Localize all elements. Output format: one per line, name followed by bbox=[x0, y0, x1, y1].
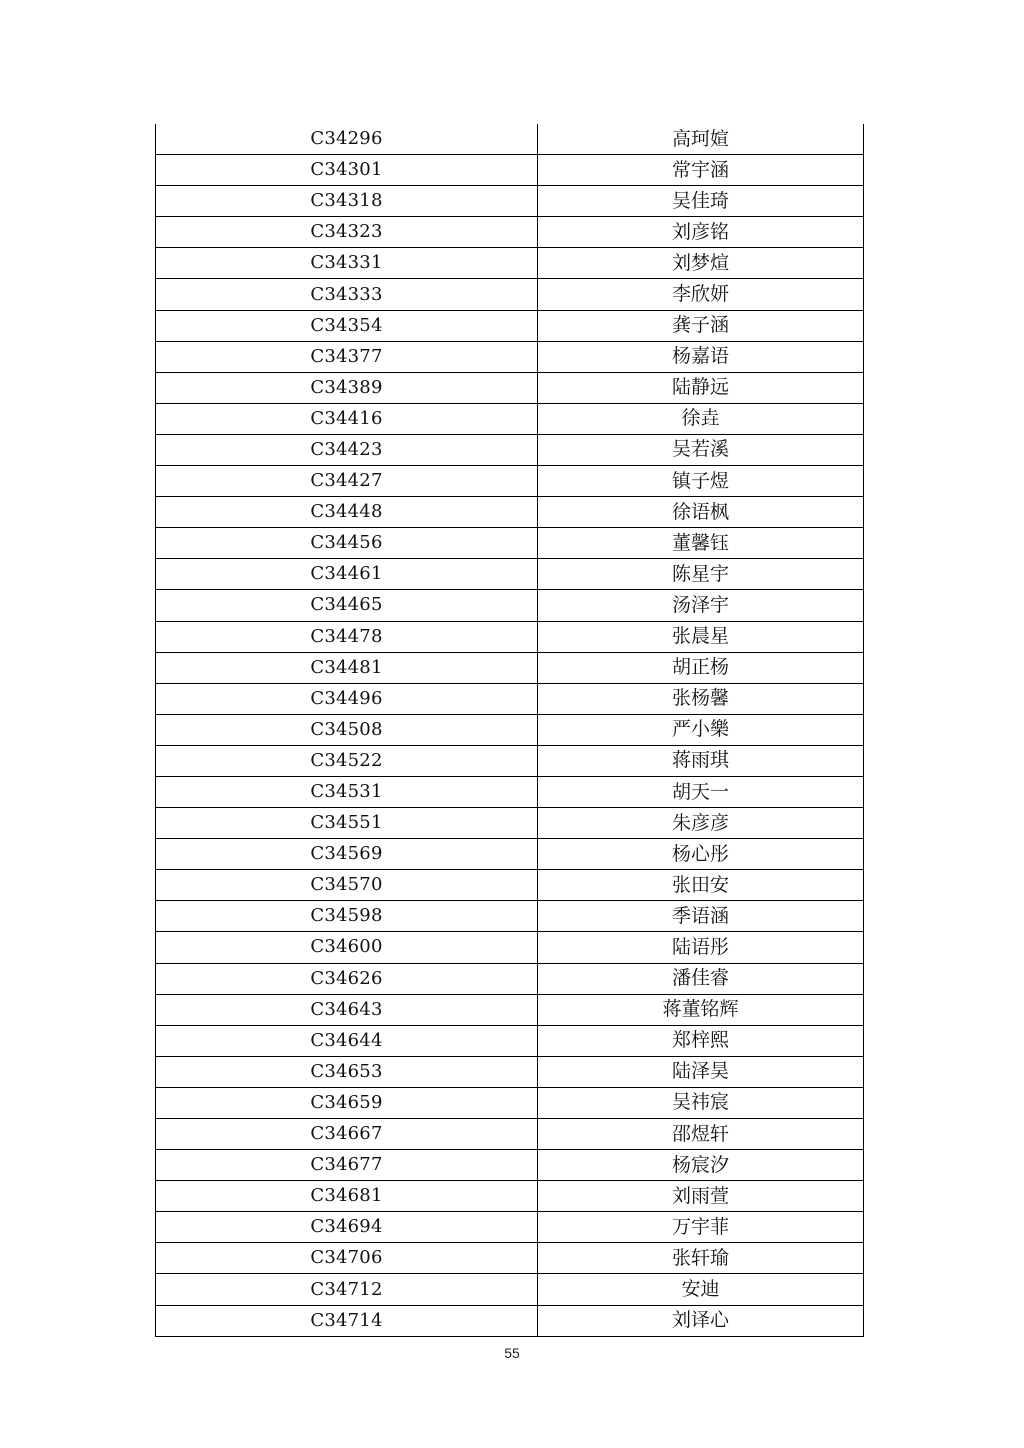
student-id-cell: C34694 bbox=[156, 1212, 538, 1243]
student-name-cell: 胡天一 bbox=[538, 776, 864, 807]
student-name-cell: 吴若溪 bbox=[538, 434, 864, 465]
student-id-cell: C34667 bbox=[156, 1119, 538, 1150]
table-row bbox=[156, 932, 864, 963]
table-row bbox=[156, 124, 864, 155]
student-id-cell: C34643 bbox=[156, 994, 538, 1025]
table-row bbox=[156, 901, 864, 932]
page-number: 55 bbox=[504, 1345, 520, 1361]
table-row bbox=[156, 714, 864, 745]
table-row bbox=[156, 963, 864, 994]
table-row bbox=[156, 1274, 864, 1305]
student-name-cell: 朱彦彦 bbox=[538, 808, 864, 839]
student-name-cell: 陈星宇 bbox=[538, 559, 864, 590]
table-row bbox=[156, 248, 864, 279]
student-name-cell: 杨宸汐 bbox=[538, 1150, 864, 1181]
student-name-cell: 杨心彤 bbox=[538, 839, 864, 870]
student-name-cell: 陆泽昊 bbox=[538, 1056, 864, 1087]
student-name-cell: 张田安 bbox=[538, 870, 864, 901]
table-row bbox=[156, 839, 864, 870]
student-id-cell: C34423 bbox=[156, 434, 538, 465]
table-row bbox=[156, 1150, 864, 1181]
student-name-cell: 胡正杨 bbox=[538, 652, 864, 683]
student-name-cell: 蒋董铭辉 bbox=[538, 994, 864, 1025]
table-row bbox=[156, 559, 864, 590]
table-row bbox=[156, 186, 864, 217]
student-id-cell: C34456 bbox=[156, 528, 538, 559]
table-row bbox=[156, 279, 864, 310]
table-row bbox=[156, 466, 864, 497]
table-row bbox=[156, 403, 864, 434]
student-id-cell: C34448 bbox=[156, 497, 538, 528]
student-id-cell: C34706 bbox=[156, 1243, 538, 1274]
student-id-cell: C34551 bbox=[156, 808, 538, 839]
student-name-cell: 陆语彤 bbox=[538, 932, 864, 963]
student-id-cell: C34389 bbox=[156, 372, 538, 403]
student-name-cell: 张晨星 bbox=[538, 621, 864, 652]
student-id-cell: C34331 bbox=[156, 248, 538, 279]
table-row bbox=[156, 1181, 864, 1212]
student-id-cell: C34659 bbox=[156, 1087, 538, 1118]
table-row bbox=[156, 434, 864, 465]
student-id-cell: C34377 bbox=[156, 341, 538, 372]
student-id-cell: C34301 bbox=[156, 155, 538, 186]
student-id-cell: C34427 bbox=[156, 466, 538, 497]
student-name-cell: 董馨钰 bbox=[538, 528, 864, 559]
student-id-cell: C34333 bbox=[156, 279, 538, 310]
student-name-cell: 陆静远 bbox=[538, 372, 864, 403]
student-name-cell: 徐垚 bbox=[538, 403, 864, 434]
student-id-cell: C34626 bbox=[156, 963, 538, 994]
table-row bbox=[156, 621, 864, 652]
table-row bbox=[156, 994, 864, 1025]
table-row bbox=[156, 372, 864, 403]
student-name-cell: 郑梓熙 bbox=[538, 1025, 864, 1056]
student-name-cell: 李欣妍 bbox=[538, 279, 864, 310]
student-name-cell: 刘彦铭 bbox=[538, 217, 864, 248]
student-id-cell: C34677 bbox=[156, 1150, 538, 1181]
student-id-cell: C34508 bbox=[156, 714, 538, 745]
student-name-cell: 刘译心 bbox=[538, 1305, 864, 1336]
student-id-cell: C34522 bbox=[156, 745, 538, 776]
table-row bbox=[156, 1119, 864, 1150]
student-id-cell: C34681 bbox=[156, 1181, 538, 1212]
student-id-cell: C34354 bbox=[156, 310, 538, 341]
roster-table-body bbox=[156, 124, 864, 1336]
table-row bbox=[156, 1243, 864, 1274]
student-id-cell: C34296 bbox=[156, 124, 538, 155]
table-row bbox=[156, 745, 864, 776]
student-name-cell: 吴佳琦 bbox=[538, 186, 864, 217]
student-name-cell: 徐语枫 bbox=[538, 497, 864, 528]
table-row bbox=[156, 652, 864, 683]
table-row bbox=[156, 1305, 864, 1336]
student-id-cell: C34570 bbox=[156, 870, 538, 901]
student-name-cell: 安迪 bbox=[538, 1274, 864, 1305]
student-name-cell: 高珂媗 bbox=[538, 124, 864, 155]
student-name-cell: 汤泽宇 bbox=[538, 590, 864, 621]
table-row bbox=[156, 155, 864, 186]
table-row bbox=[156, 497, 864, 528]
roster-table bbox=[155, 124, 864, 1337]
student-name-cell: 刘雨萱 bbox=[538, 1181, 864, 1212]
student-name-cell: 龚子涵 bbox=[538, 310, 864, 341]
table-row bbox=[156, 808, 864, 839]
student-name-cell: 邵煜轩 bbox=[538, 1119, 864, 1150]
student-id-cell: C34644 bbox=[156, 1025, 538, 1056]
table-row bbox=[156, 683, 864, 714]
student-name-cell: 蒋雨琪 bbox=[538, 745, 864, 776]
table-row bbox=[156, 590, 864, 621]
table-row bbox=[156, 1056, 864, 1087]
student-name-cell: 潘佳睿 bbox=[538, 963, 864, 994]
student-id-cell: C34653 bbox=[156, 1056, 538, 1087]
student-id-cell: C34712 bbox=[156, 1274, 538, 1305]
student-id-cell: C34714 bbox=[156, 1305, 538, 1336]
table-row bbox=[156, 1087, 864, 1118]
student-id-cell: C34465 bbox=[156, 590, 538, 621]
table-row bbox=[156, 341, 864, 372]
student-name-cell: 刘梦煊 bbox=[538, 248, 864, 279]
student-id-cell: C34318 bbox=[156, 186, 538, 217]
student-id-cell: C34481 bbox=[156, 652, 538, 683]
student-name-cell: 季语涵 bbox=[538, 901, 864, 932]
student-id-cell: C34598 bbox=[156, 901, 538, 932]
table-row bbox=[156, 528, 864, 559]
student-id-cell: C34461 bbox=[156, 559, 538, 590]
student-name-cell: 严小樂 bbox=[538, 714, 864, 745]
student-id-cell: C34496 bbox=[156, 683, 538, 714]
table-row bbox=[156, 1025, 864, 1056]
student-name-cell: 张杨馨 bbox=[538, 683, 864, 714]
student-id-cell: C34600 bbox=[156, 932, 538, 963]
student-name-cell: 张轩瑜 bbox=[538, 1243, 864, 1274]
student-id-cell: C34416 bbox=[156, 403, 538, 434]
student-name-cell: 杨嘉语 bbox=[538, 341, 864, 372]
table-row bbox=[156, 217, 864, 248]
table-row bbox=[156, 776, 864, 807]
table-row bbox=[156, 310, 864, 341]
student-name-cell: 吴祎宸 bbox=[538, 1087, 864, 1118]
student-name-cell: 万宇菲 bbox=[538, 1212, 864, 1243]
table-row bbox=[156, 870, 864, 901]
student-id-cell: C34569 bbox=[156, 839, 538, 870]
student-id-cell: C34478 bbox=[156, 621, 538, 652]
student-name-cell: 常宇涵 bbox=[538, 155, 864, 186]
student-id-cell: C34323 bbox=[156, 217, 538, 248]
student-name-cell: 镇子煜 bbox=[538, 466, 864, 497]
table-row bbox=[156, 1212, 864, 1243]
student-id-cell: C34531 bbox=[156, 776, 538, 807]
